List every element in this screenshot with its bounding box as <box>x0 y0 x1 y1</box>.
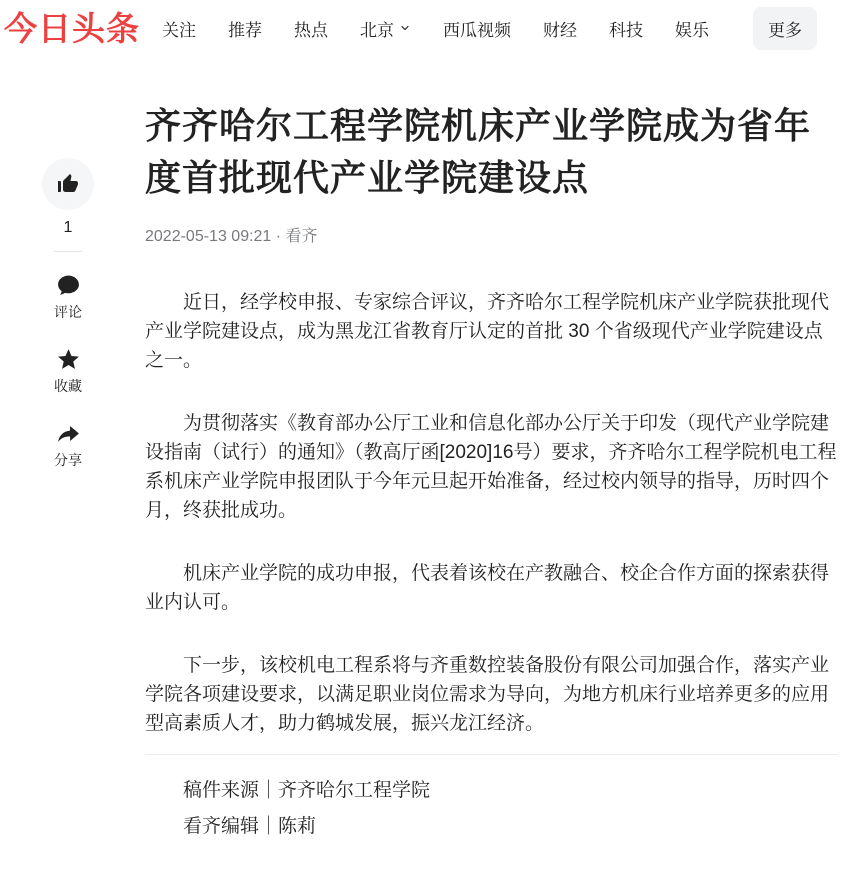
share-icon <box>56 421 81 446</box>
site-header <box>0 0 846 56</box>
source-line: 稿件来源｜齐齐哈尔工程学院 <box>183 780 431 801</box>
article-body <box>145 288 838 738</box>
nav-xigua-label: 西瓜视频 <box>443 20 511 40</box>
favorite-label: 收藏 <box>54 378 82 394</box>
star-icon <box>56 347 81 372</box>
nav-finance-label: 财经 <box>543 20 577 40</box>
nav-finance[interactable] <box>543 16 577 41</box>
nav-entertainment[interactable] <box>675 16 709 41</box>
more-button[interactable]: 更多 <box>753 7 817 50</box>
toutiao-logo[interactable]: 今日头条 <box>4 9 140 47</box>
editor-line: 看齐编辑｜陈莉 <box>183 816 317 837</box>
nav-follow[interactable] <box>162 16 196 41</box>
paragraph: 为贯彻落实《教育部办公厅工业和信息化部办公厅关于印发（现代产业学院建设指南（试行）的通知》（教高厅函[2020]16号）要求，齐齐哈尔工程学院机电工程系机床产业学院申报团队于今年元旦起开始准备，经过校内领导的指导，历时四个月，终获批成功。 <box>145 413 837 521</box>
comment-label: 评论 <box>54 304 82 320</box>
sidebar-divider <box>54 251 82 252</box>
paragraph: 下一步，该校机电工程系将与齐重数控装备股份有限公司加强合作，落实产业学院各项建设要求，以满足职业岗位需求为导向，为地方机床行业培养更多的应用型高素质人才，助力鹤城发展，振兴龙江经济。 <box>145 655 830 734</box>
article-meta: 2022-05-13 09:21 · 看齐 <box>145 228 318 245</box>
nav-tech[interactable] <box>609 16 643 41</box>
chevron-down-icon <box>399 22 411 34</box>
share-label: 分享 <box>54 452 82 468</box>
paragraph: 机床产业学院的成功申报，代表着该校在产教融合、校企合作方面的探索获得业内认可。 <box>145 563 830 613</box>
thumb-up-icon <box>56 172 80 196</box>
article-source-block <box>145 773 838 845</box>
article-title: 齐齐哈尔工程学院机床产业学院成为省年度首批现代产业学院建设点 <box>145 105 812 198</box>
nav-city-beijing[interactable] <box>360 16 411 41</box>
nav-entertainment-label: 娱乐 <box>675 20 709 40</box>
share-button[interactable] <box>54 417 82 470</box>
article-footer-divider <box>145 754 838 755</box>
main-nav <box>162 7 817 50</box>
nav-hot[interactable] <box>294 16 328 41</box>
article <box>145 100 838 845</box>
nav-tech-label: 科技 <box>609 20 643 40</box>
nav-hot-label: 热点 <box>294 20 328 40</box>
favorite-button[interactable] <box>54 343 82 396</box>
like-button[interactable] <box>42 158 94 210</box>
comment-icon <box>56 273 81 298</box>
nav-xigua-video[interactable] <box>443 16 511 41</box>
like-count: 1 <box>63 219 73 236</box>
action-sidebar <box>40 158 96 491</box>
comment-button[interactable] <box>54 269 82 322</box>
nav-follow-label: 关注 <box>162 20 196 40</box>
nav-recommend[interactable] <box>228 16 262 41</box>
nav-city-label: 北京 <box>360 20 394 40</box>
paragraph: 近日，经学校申报、专家综合评议，齐齐哈尔工程学院机床产业学院获批现代产业学院建设点，成为黑龙江省教育厅认定的首批 30 个省级现代产业学院建设点之一。 <box>145 292 830 371</box>
nav-recommend-label: 推荐 <box>228 20 262 40</box>
